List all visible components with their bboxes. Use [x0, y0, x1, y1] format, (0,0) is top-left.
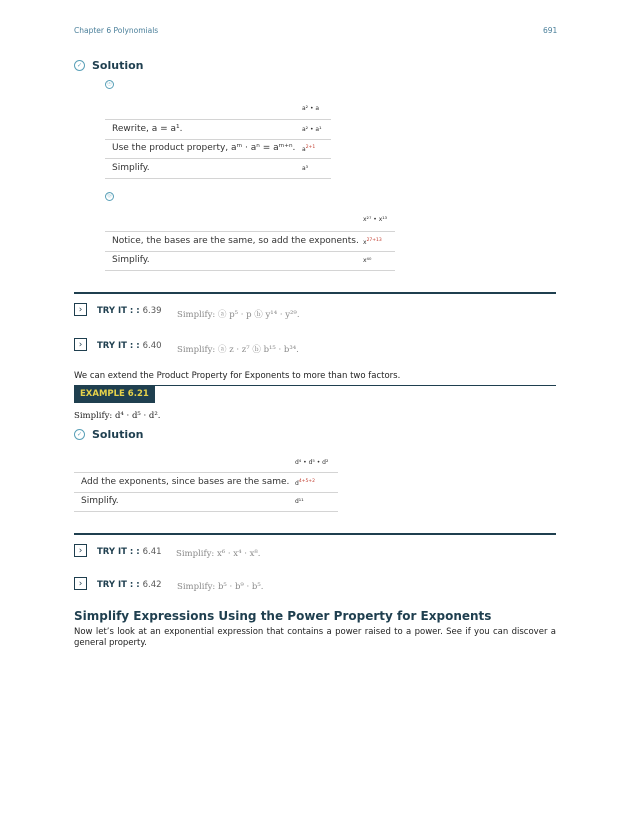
table-row [105, 251, 395, 271]
solution-title: Solution [92, 428, 144, 441]
section-divider [74, 292, 556, 294]
chevron-right-icon[interactable]: › [74, 338, 87, 351]
try-it-label: TRY IT : : 6.41 [97, 547, 162, 557]
result-base: d [295, 480, 299, 487]
try-it-label: TRY IT : : 6.40 [97, 341, 162, 351]
part-b-expression: x²⁷ • x¹³ [363, 216, 388, 223]
result-base: x [363, 239, 367, 246]
try-it-problem: Simplify: ⓐ p⁵ · p ⓑ y¹⁴ · y²⁹. [177, 310, 300, 320]
result-exponent: 2+1 [305, 145, 316, 150]
step-text: Use the product property, aᵐ · aⁿ = aᵐ⁺ⁿ. [112, 143, 296, 153]
chapter-header: Chapter 6 Polynomials [74, 26, 159, 35]
part-b-marker: ⓑ [106, 193, 112, 199]
section-intro: Now let’s look at an exponential expression that contains a power raised to a power. See if you can discover a general property. [74, 627, 556, 648]
try-it-problem: Simplify: b⁵ · b⁹ · b⁵. [177, 582, 264, 592]
result-base: a [302, 146, 306, 153]
page-number: 691 [543, 26, 558, 35]
table-row [74, 492, 338, 512]
chevron-right-icon[interactable]: › [74, 577, 87, 590]
solution-title: Solution [92, 59, 144, 72]
section-heading: Simplify Expressions Using the Power Property for Exponents [74, 609, 492, 623]
part-a-marker: ⓐ [106, 81, 112, 87]
step-result: a² • a¹ [302, 126, 322, 133]
step-result: d¹¹ [295, 498, 304, 505]
step-text: Simplify. [81, 496, 119, 506]
try-it-problem: Simplify: ⓐ z · z⁷ ⓑ b¹⁵ · b³⁴. [177, 345, 299, 355]
example-tag: EXAMPLE 6.21 [74, 386, 155, 403]
table-row [105, 119, 331, 140]
step-result: a³ [302, 165, 309, 172]
table-row [105, 139, 331, 159]
example-expression: d⁴ • d⁵ • d² [295, 459, 329, 466]
result-exponent: 27+13 [366, 238, 382, 243]
example-problem: Simplify: d⁴ · d⁵ · d². [74, 411, 161, 421]
table-row [74, 472, 338, 493]
section-divider [74, 533, 556, 535]
part-a-expression: a² • a [302, 105, 320, 112]
step-text: Add the exponents, since bases are the same. [81, 477, 290, 487]
step-text: Notice, the bases are the same, so add the exponents. [112, 236, 359, 246]
step-result: x⁴⁰ [363, 257, 372, 264]
chevron-right-icon[interactable]: › [74, 303, 87, 316]
table-row [105, 231, 395, 252]
try-it-label: TRY IT : : 6.39 [97, 306, 162, 316]
step-text: Rewrite, a = a¹. [112, 124, 183, 134]
step-text: Simplify. [112, 163, 150, 173]
check-circle-icon: ✓ [74, 429, 85, 440]
step-text: Simplify. [112, 255, 150, 265]
check-circle-icon: ✓ [74, 60, 85, 71]
try-it-label: TRY IT : : 6.42 [97, 580, 162, 590]
chevron-right-icon[interactable]: › [74, 544, 87, 557]
result-exponent: 4+5+2 [298, 479, 315, 484]
paragraph: We can extend the Product Property for Exponents to more than two factors. [74, 371, 401, 381]
table-row [105, 159, 331, 179]
try-it-problem: Simplify: x⁶ · x⁴ · x⁸. [176, 549, 261, 559]
